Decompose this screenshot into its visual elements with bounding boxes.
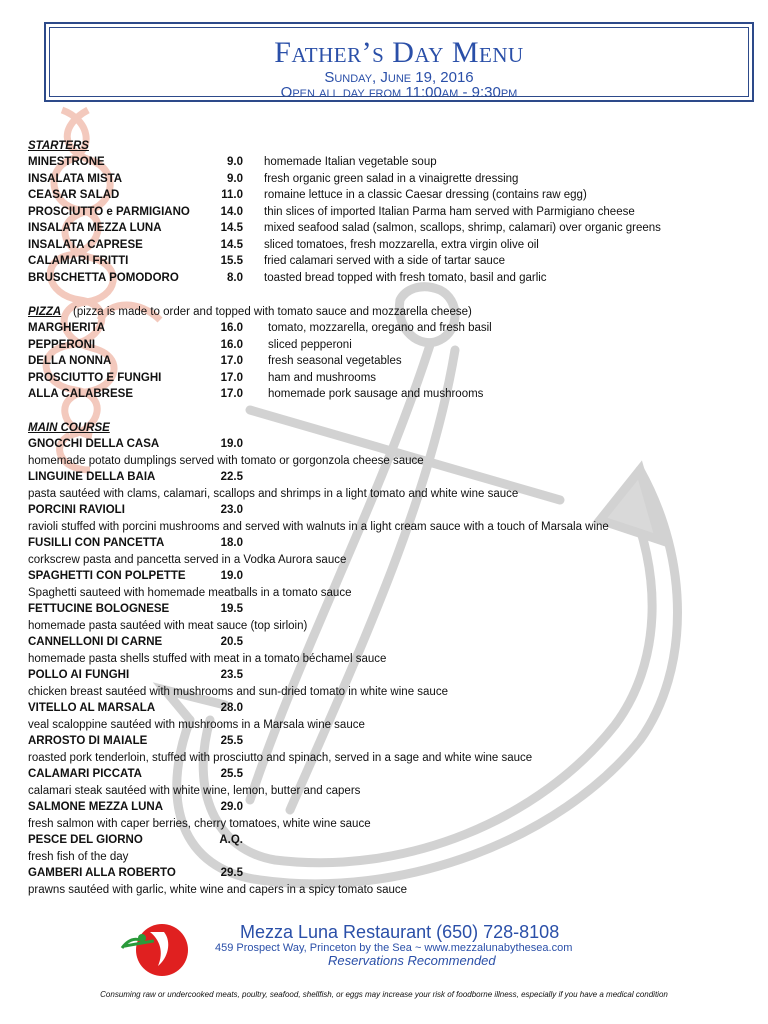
item-name: ARROSTO DI MAIALE xyxy=(28,735,148,747)
item-price: 17.0 xyxy=(220,388,243,400)
item-description: tomato, mozzarella, oregano and fresh basil xyxy=(268,322,492,334)
item-price: 17.0 xyxy=(220,355,243,367)
item-name: INSALATA MEZZA LUNA xyxy=(28,222,162,234)
item-name: CANNELLONI DI CARNE xyxy=(28,636,163,648)
item-name: PORCINI RAVIOLI xyxy=(28,504,125,516)
item-name: ALLA CALABRESE xyxy=(28,388,133,400)
item-name: DELLA NONNA xyxy=(28,355,112,367)
item-name: PROSCIUTTO E FUNGHI xyxy=(28,372,162,384)
item-description: veal scaloppine sautéed with mushrooms in a Marsala wine sauce xyxy=(28,719,365,731)
item-description: fresh salmon with caper berries, cherry tomatoes, white wine sauce xyxy=(28,818,371,830)
item-name: INSALATA CAPRESE xyxy=(28,239,143,251)
item-description: fresh organic green salad in a vinaigrette dressing xyxy=(264,173,519,185)
item-price: 19.0 xyxy=(220,438,243,450)
item-description: ham and mushrooms xyxy=(268,372,377,384)
food-safety-disclaimer: Consuming raw or undercooked meats, poultry, seafood, shellfish, or eggs may increase your risk of foodborne illness, especially if you have a medical condition xyxy=(100,990,668,999)
event-date: Sunday, June 19, 2016 xyxy=(324,69,474,86)
item-description: mixed seafood salad (salmon, scallops, shrimp, calamari) over organic greens xyxy=(264,222,661,234)
item-description: ravioli stuffed with porcini mushrooms and served with walnuts in a light cream sauce with a touch of Marsala wine xyxy=(28,521,609,533)
item-name: LINGUINE DELLA BAIA xyxy=(28,471,156,483)
item-description: Spaghetti sauteed with homemade meatballs in a tomato sauce xyxy=(28,587,352,599)
item-price: 9.0 xyxy=(227,156,243,168)
item-description: fresh fish of the day xyxy=(28,851,129,863)
item-price: 19.0 xyxy=(220,570,243,582)
item-price: 14.5 xyxy=(220,222,243,234)
item-price: A.Q. xyxy=(219,834,243,846)
item-description: homemade pork sausage and mushrooms xyxy=(268,388,484,400)
item-description: fried calamari served with a side of tartar sauce xyxy=(264,255,505,267)
item-name: CALAMARI FRITTI xyxy=(28,255,129,267)
pizza-heading: PIZZA xyxy=(28,306,62,318)
item-description: homemade pasta shells stuffed with meat in a tomato béchamel sauce xyxy=(28,653,387,665)
item-price: 17.0 xyxy=(220,372,243,384)
reservations-note: Reservations Recommended xyxy=(328,953,496,968)
item-price: 28.0 xyxy=(220,702,243,714)
item-name: CEASAR SALAD xyxy=(28,189,120,201)
item-name: GNOCCHI DELLA CASA xyxy=(28,438,160,450)
item-price: 25.5 xyxy=(220,735,243,747)
item-name: POLLO AI FUNGHI xyxy=(28,669,130,681)
item-name: MARGHERITA xyxy=(28,322,106,334)
item-description: chicken breast sautéed with mushrooms and sun-dried tomato in white wine sauce xyxy=(28,686,448,698)
item-price: 22.5 xyxy=(220,471,243,483)
menu-header xyxy=(44,22,754,102)
item-price: 29.0 xyxy=(220,801,243,813)
item-name: PROSCIUTTO e PARMIGIANO xyxy=(28,206,190,218)
item-name: FETTUCINE BOLOGNESE xyxy=(28,603,170,615)
item-price: 14.5 xyxy=(220,239,243,251)
item-price: 16.0 xyxy=(220,322,243,334)
item-price: 11.0 xyxy=(221,189,243,201)
item-name: VITELLO AL MARSALA xyxy=(28,702,156,714)
pizza-note: (pizza is made to order and topped with tomato sauce and mozzarella cheese) xyxy=(73,306,472,318)
item-name: PEPPERONI xyxy=(28,339,96,351)
item-description: toasted bread topped with fresh tomato, basil and garlic xyxy=(264,272,547,284)
starters-heading: STARTERS xyxy=(28,140,89,152)
main-course-heading: MAIN COURSE xyxy=(28,422,110,434)
item-name: PESCE DEL GIORNO xyxy=(28,834,143,846)
item-price: 15.5 xyxy=(220,255,243,267)
item-name: GAMBERI ALLA ROBERTO xyxy=(28,867,176,879)
item-description: fresh seasonal vegetables xyxy=(268,355,402,367)
item-price: 25.5 xyxy=(220,768,243,780)
item-price: 9.0 xyxy=(227,173,243,185)
item-description: pasta sautéed with clams, calamari, scallops and shrimps in a light tomato and white wine sauce xyxy=(28,488,519,500)
item-name: CALAMARI PICCATA xyxy=(28,768,142,780)
item-name: FUSILLI CON PANCETTA xyxy=(28,537,165,549)
item-price: 23.5 xyxy=(220,669,243,681)
item-price: 14.0 xyxy=(220,206,243,218)
item-name: MINESTRONE xyxy=(28,156,105,168)
item-price: 23.0 xyxy=(220,504,243,516)
item-name: SALMONE MEZZA LUNA xyxy=(28,801,164,813)
item-description: sliced pepperoni xyxy=(268,339,352,351)
item-description: thin slices of imported Italian Parma ham served with Parmigiano cheese xyxy=(264,206,635,218)
item-description: roasted pork tenderloin, stuffed with prosciutto and spinach, served in a sage and white wine sauce xyxy=(28,752,533,764)
item-description: romaine lettuce in a classic Caesar dressing (contains raw egg) xyxy=(264,189,587,201)
item-description: homemade pasta sautéed with meat sauce (top sirloin) xyxy=(28,620,308,632)
menu-title: Father’s Day Menu xyxy=(274,36,524,69)
item-price: 18.0 xyxy=(220,537,243,549)
item-description: calamari steak sautéed with white wine, lemon, butter and capers xyxy=(28,785,361,797)
item-name: BRUSCHETTA POMODORO xyxy=(28,272,179,284)
item-description: prawns sautéed with garlic, white wine and capers in a spicy tomato sauce xyxy=(28,884,408,896)
item-name: INSALATA MISTA xyxy=(28,173,123,185)
item-price: 29.5 xyxy=(220,867,243,879)
item-description: homemade Italian vegetable soup xyxy=(264,156,437,168)
opening-hours: Open all day from 11:00am - 9:30pm xyxy=(280,84,518,101)
restaurant-address: 459 Prospect Way, Princeton by the Sea ~ www.mezzalunabythesea.com xyxy=(215,942,573,954)
item-description: sliced tomatoes, fresh mozzarella, extra virgin olive oil xyxy=(264,239,539,251)
item-description: homemade potato dumplings served with tomato or gorgonzola cheese sauce xyxy=(28,455,424,467)
pizza-heading-row xyxy=(28,304,628,320)
restaurant-logo-icon xyxy=(120,918,190,978)
restaurant-name-phone: Mezza Luna Restaurant (650) 728-8108 xyxy=(240,922,560,942)
item-price: 16.0 xyxy=(220,339,243,351)
item-name: SPAGHETTI CON POLPETTE xyxy=(28,570,186,582)
item-price: 8.0 xyxy=(227,272,243,284)
item-price: 19.5 xyxy=(220,603,243,615)
item-price: 20.5 xyxy=(220,636,243,648)
item-description: corkscrew pasta and pancetta served in a Vodka Aurora sauce xyxy=(28,554,347,566)
